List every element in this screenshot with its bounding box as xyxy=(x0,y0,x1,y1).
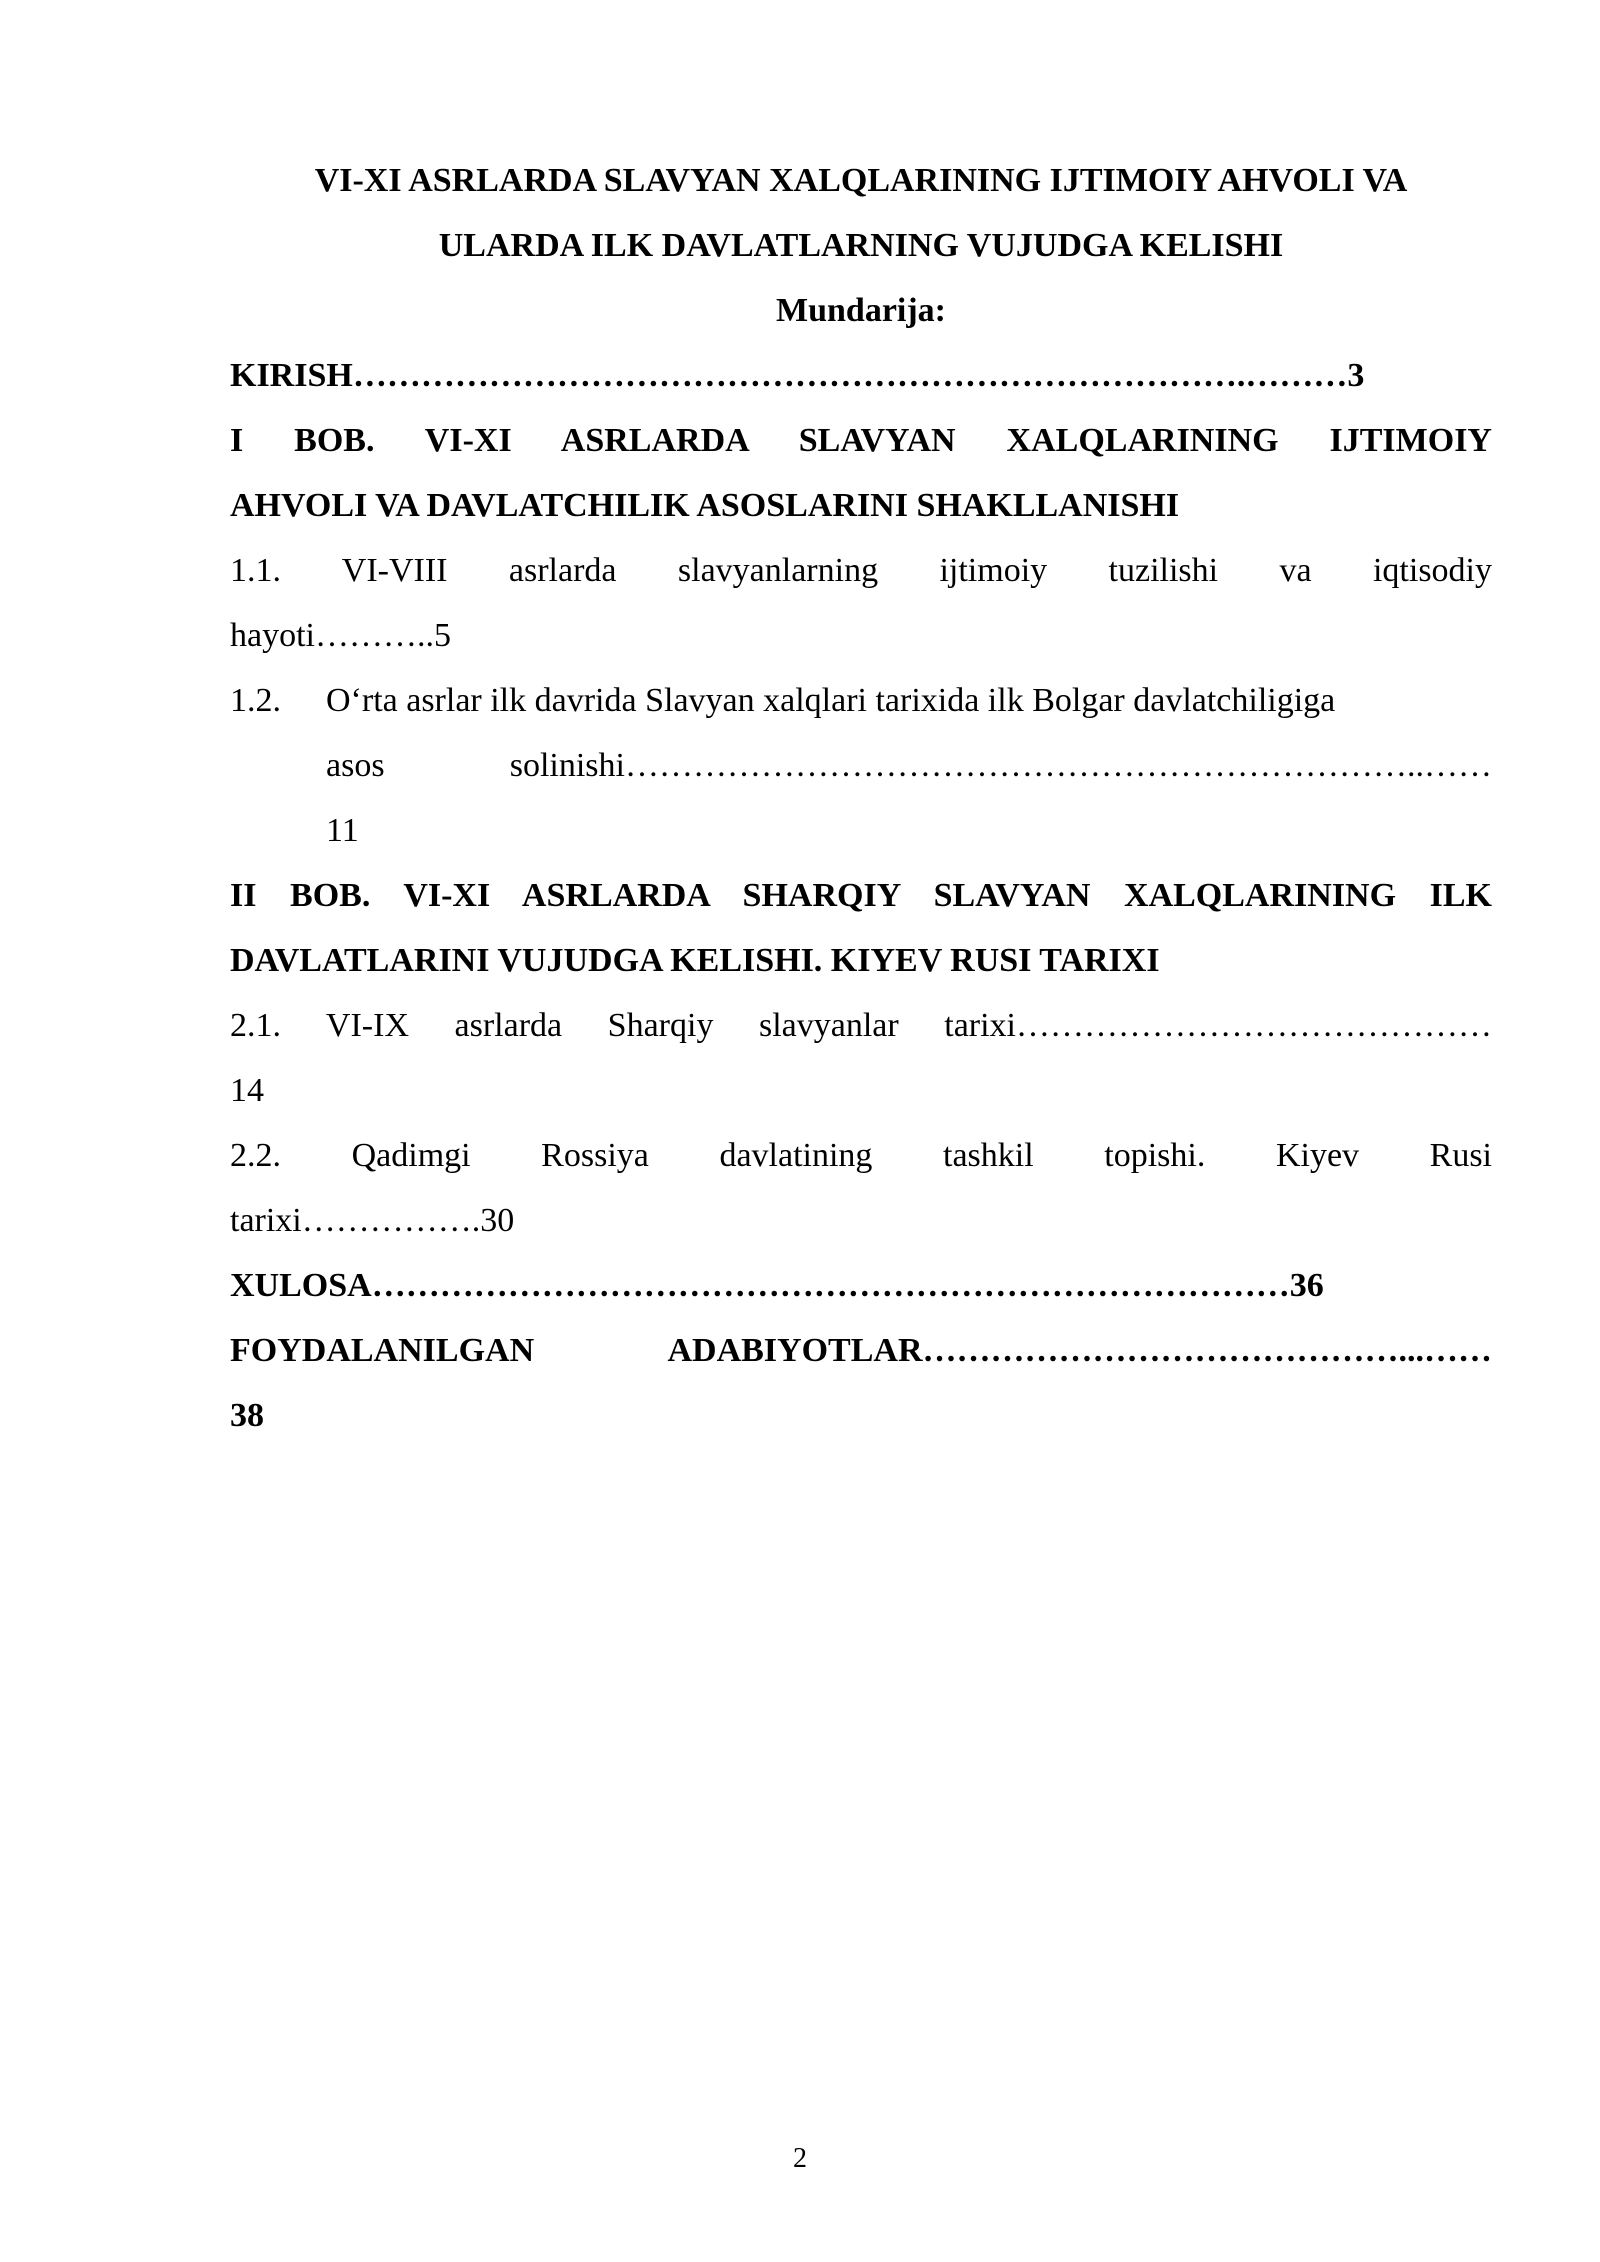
toc-heading: Mundarija: xyxy=(776,292,946,329)
toc-section-1-1-line-2: hayoti………..5 xyxy=(230,617,451,654)
toc-section-1-2-page: 11 xyxy=(326,812,359,849)
toc-section-1-2 xyxy=(230,668,1492,863)
toc-section-2-2-line-1: 2.2. Qadimgi Rossiya davlatining tashkil topishi. Kiyev Rusi xyxy=(230,1137,1492,1174)
toc-chapter-2-line-1: II BOB. VI-XI ASRLARDA SHARQIY SLAVYAN XALQLARINING ILK xyxy=(230,877,1492,914)
document-title xyxy=(230,148,1492,343)
toc-entry-references-page: 38 xyxy=(230,1397,264,1434)
toc-section-1-2-line-2: asos solinishi……………………………………………………………..…… xyxy=(326,747,1492,784)
document-content xyxy=(230,148,1492,1448)
toc-section-2-2-line-2: tarixi…………….30 xyxy=(230,1202,515,1239)
toc-chapter-1-line-2: AHVOLI VA DAVLATCHILIK ASOSLARINI SHAKLLANISHI xyxy=(230,487,1180,524)
toc-section-1-2-row-1 xyxy=(230,668,1492,733)
toc-section-1-2-number: 1.2. xyxy=(230,682,281,719)
toc-entry-references-line-1: FOYDALANILGAN ADABIYOTLAR……………………………………...…… xyxy=(230,1332,1492,1369)
toc-section-2-1-page: 14 xyxy=(230,1072,264,1109)
toc-chapter-2-line-2: DAVLATLARINI VUJUDGA KELISHI. KIYEV RUSI TARIXI xyxy=(230,942,1160,979)
toc-section-1-2-line-1: O‘rta asrlar ilk davrida Slavyan xalqlari tarixida ilk Bolgar davlatchiligiga xyxy=(326,682,1336,719)
title-line-2: ULARDA ILK DAVLATLARNING VUJUDGA KELISHI xyxy=(438,227,1284,264)
toc-entry-conclusion: XULOSA………………………………………………………………………36 xyxy=(230,1267,1324,1304)
title-line-1: VI-XI ASRLARDA SLAVYAN XALQLARINING IJTIMOIY AHVOLI VA xyxy=(314,162,1408,199)
toc-entry-intro: KIRISH…………………………………………………………………….………3 xyxy=(230,357,1365,394)
toc-chapter-1-line-1: I BOB. VI-XI ASRLARDA SLAVYAN XALQLARINING IJTIMOIY xyxy=(230,422,1492,459)
page-number: 2 xyxy=(793,2143,807,2174)
toc-section-2-1-line-1: 2.1. VI-IX asrlarda Sharqiy slavyanlar tarixi…………………………………… xyxy=(230,1007,1492,1044)
toc-section-1-1-line-1: 1.1. VI-VIII asrlarda slavyanlarning ijtimoiy tuzilishi va iqtisodiy xyxy=(230,552,1492,589)
table-of-contents xyxy=(230,343,1492,1448)
